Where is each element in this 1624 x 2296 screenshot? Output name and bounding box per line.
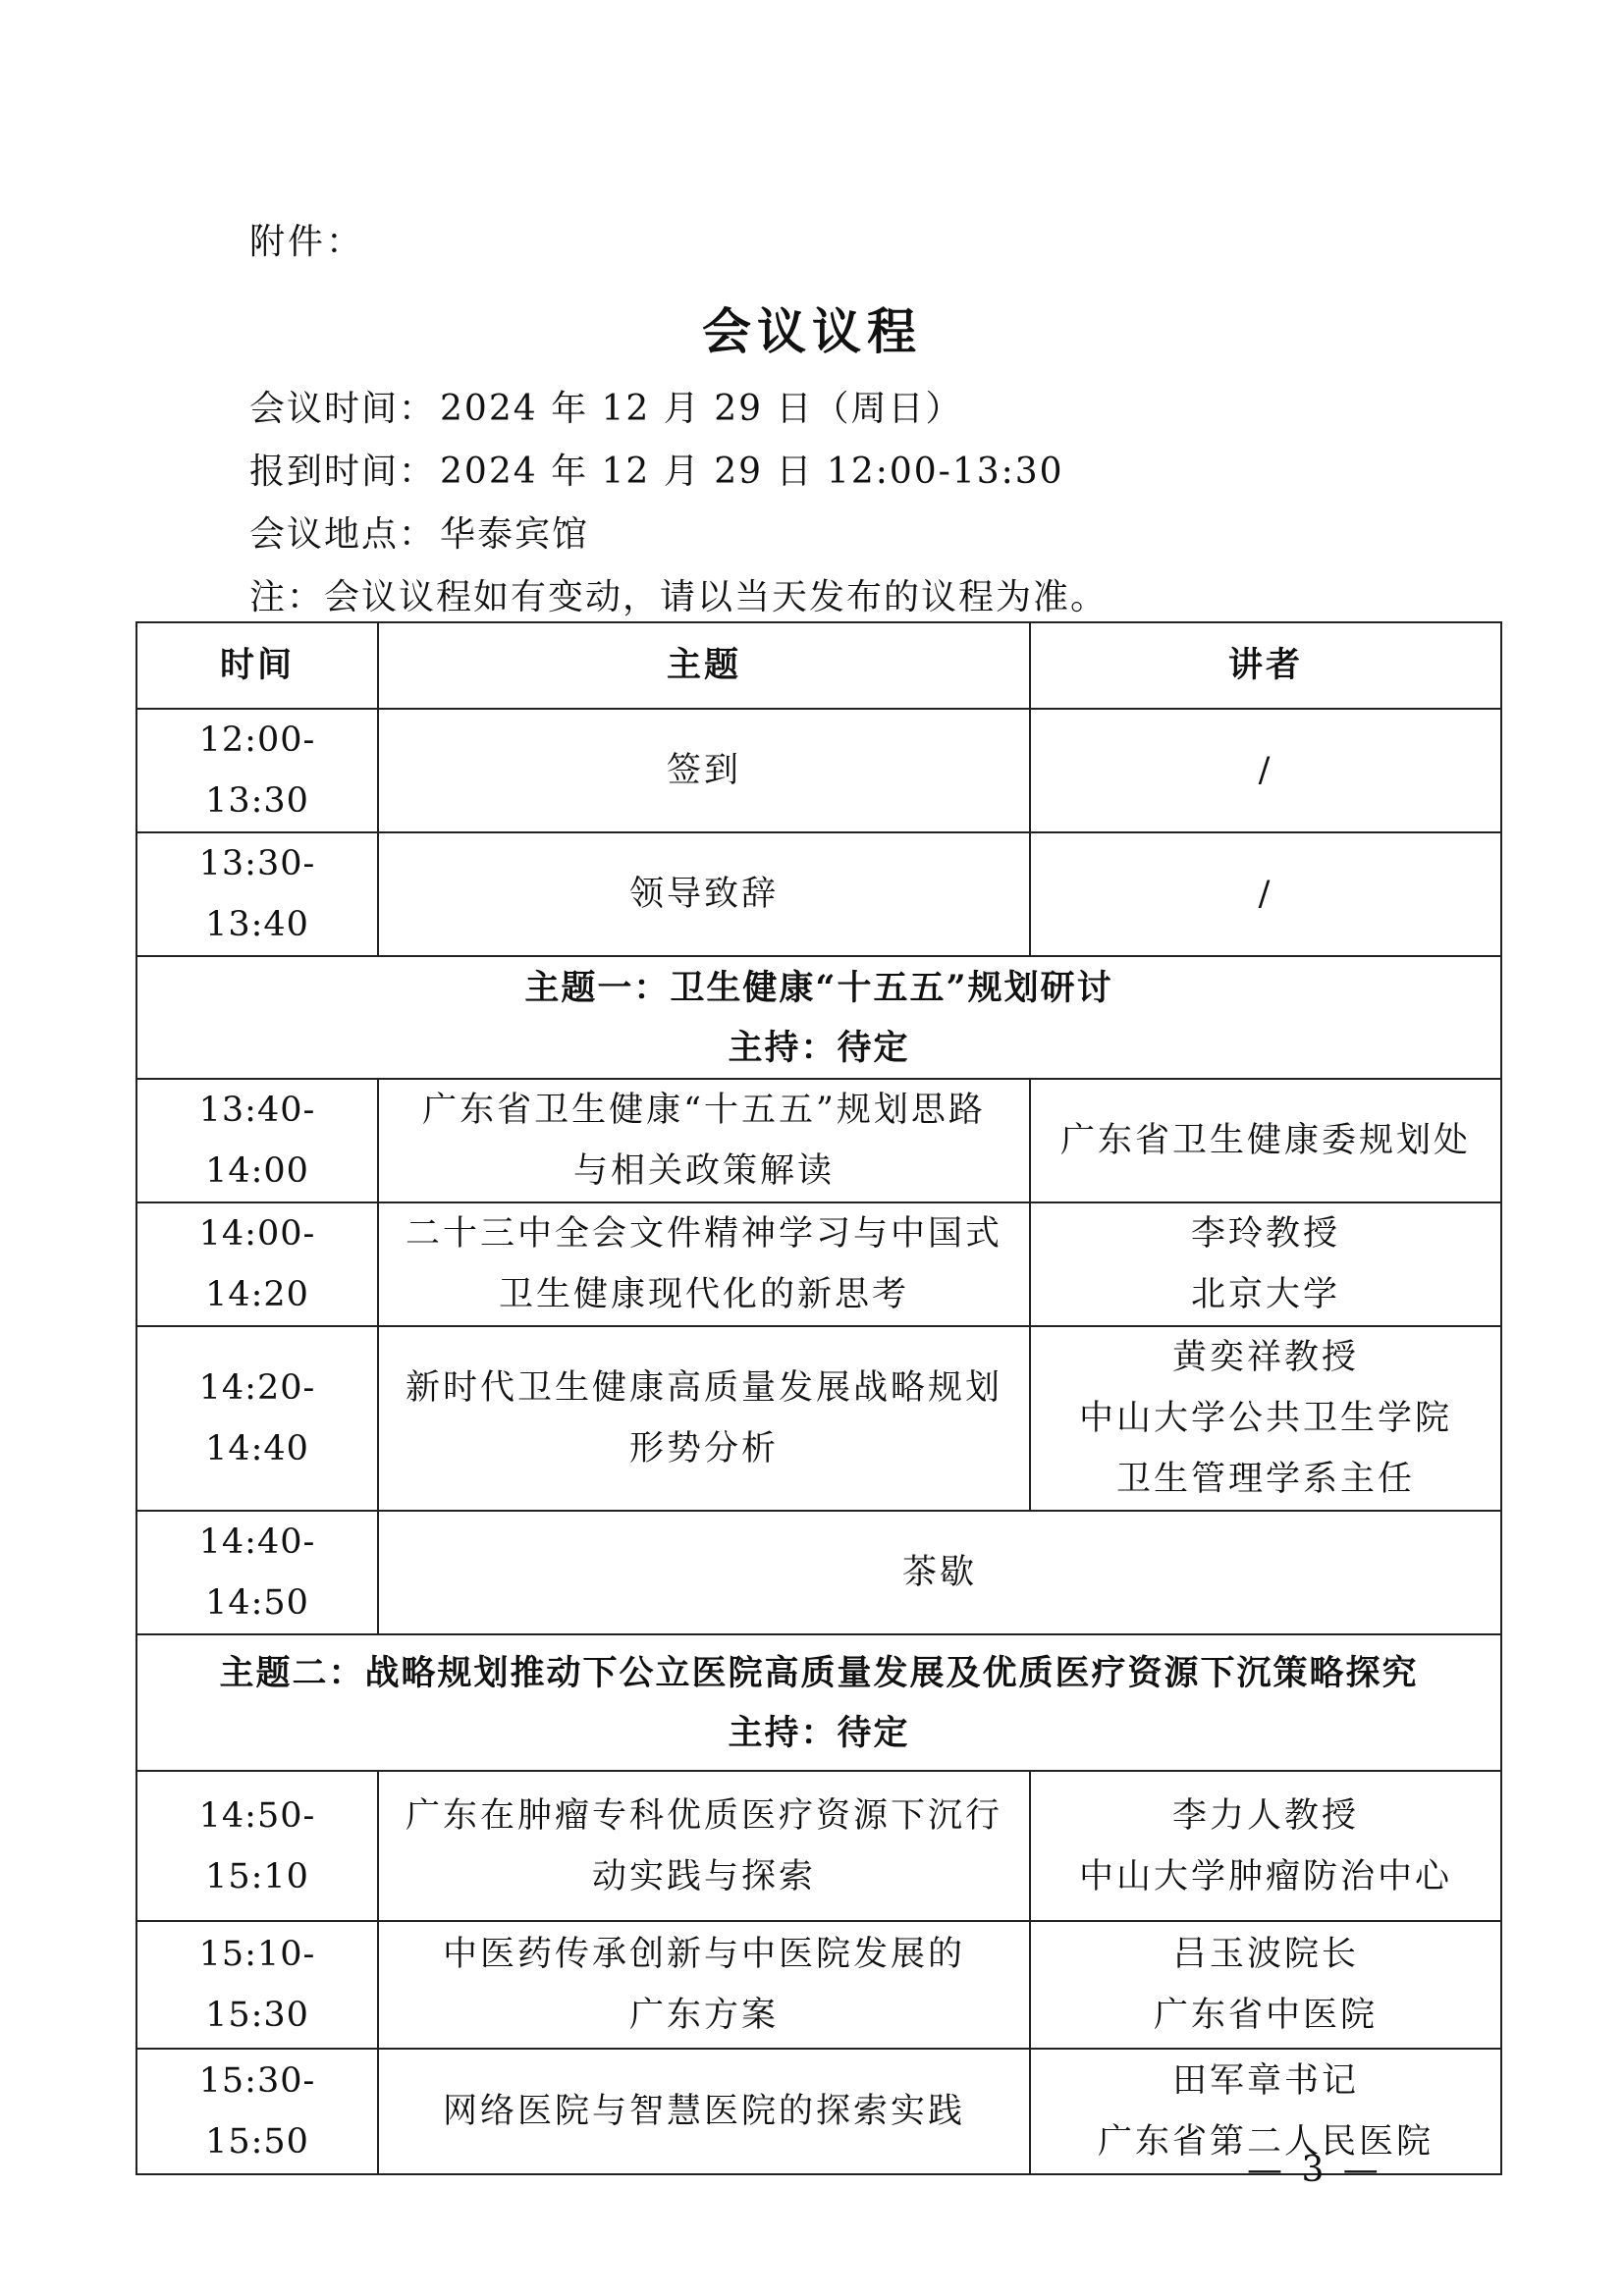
topic-line: 二十三中全会文件精神学习与中国式 (405, 1214, 1002, 1254)
table-header-row (136, 622, 1501, 709)
speaker-line: / (1258, 875, 1273, 914)
row-speaker (1030, 1771, 1501, 1921)
table-row-break (136, 1511, 1501, 1634)
row-topic (378, 1921, 1030, 2049)
table-row (136, 1921, 1501, 2049)
speaker-line: / (1258, 751, 1273, 790)
row-speaker (1030, 1079, 1501, 1202)
row-time: 12:00-13:30 (136, 709, 378, 832)
topic-line: 广东方案 (628, 1996, 779, 2035)
row-speaker (1030, 709, 1501, 832)
row-time: 13:30-13:40 (136, 832, 378, 956)
speaker-line: 吕玉波院长 (1171, 1935, 1359, 1974)
row-topic (378, 1771, 1030, 1921)
row-topic (378, 709, 1030, 832)
speaker-line: 中山大学公共卫生学院 (1078, 1399, 1452, 1438)
row-time: 14:40-14:50 (136, 1511, 378, 1634)
speaker-line: 李玲教授 (1190, 1214, 1340, 1254)
speaker-line: 广东省卫生健康委规划处 (1059, 1121, 1471, 1160)
location-label: 会议地点： (249, 514, 437, 555)
row-time: 13:40-14:00 (136, 1079, 378, 1202)
section-title: 主题一：卫生健康“十五五”规划研讨 (524, 967, 1113, 1008)
row-speaker (1030, 1202, 1501, 1326)
row-speaker (1030, 1921, 1501, 2049)
location-value: 华泰宾馆 (440, 514, 590, 555)
meeting-time-value: 2024 年 12 月 29 日（周日） (440, 389, 963, 429)
meeting-time-line (249, 381, 962, 431)
page-title: 会议议程 (702, 302, 922, 360)
topic-line: 与相关政策解读 (572, 1151, 835, 1191)
table-row (136, 1771, 1501, 1921)
page-number: — 3 — (1247, 2150, 1382, 2190)
speaker-line: 广东省中医院 (1153, 1996, 1378, 2035)
topic-line: 广东省卫生健康“十五五”规划思路 (422, 1091, 986, 1130)
checkin-time-label: 报到时间： (249, 452, 437, 492)
row-time: 15:10-15:30 (136, 1921, 378, 2049)
table-row (136, 1202, 1501, 1326)
speaker-line: 北京大学 (1190, 1275, 1340, 1314)
speaker-line: 李力人教授 (1171, 1795, 1359, 1836)
row-time: 14:00-14:20 (136, 1202, 378, 1326)
topic-line: 形势分析 (628, 1429, 779, 1468)
row-topic (378, 1202, 1030, 1326)
agenda-table (135, 621, 1502, 2175)
row-time: 14:50-15:10 (136, 1771, 378, 1921)
section-header-row (136, 956, 1501, 1079)
speaker-line: 广东省第二人民医院 (1097, 2122, 1434, 2162)
location-line (249, 507, 589, 557)
speaker-line: 卫生管理学系主任 (1115, 1460, 1415, 1499)
topic-line: 卫生健康现代化的新思考 (498, 1275, 909, 1314)
row-speaker (1030, 1326, 1501, 1511)
section-host: 主持：待定 (728, 1027, 910, 1068)
topic-line: 广东在肿瘤专科优质医疗资源下沉行 (405, 1795, 1002, 1836)
checkin-time-value: 2024 年 12 月 29 日 12:00-13:30 (440, 452, 1064, 492)
speaker-line: 田军章书记 (1171, 2061, 1359, 2101)
topic-line: 领导致辞 (628, 875, 779, 914)
agenda-note: 注：会议议程如有变动，请以当天发布的议程为准。 (249, 577, 1109, 617)
table-row (136, 1326, 1501, 1511)
attachment-label: 附件： (249, 222, 365, 262)
row-speaker (1030, 832, 1501, 956)
speaker-line: 黄奕祥教授 (1171, 1338, 1359, 1377)
checkin-time-line (249, 444, 1064, 494)
section-header (136, 1634, 1501, 1771)
header-speaker: 讲者 (1030, 622, 1501, 709)
speaker-line: 中山大学肿瘤防治中心 (1078, 1856, 1452, 1896)
header-time: 时间 (136, 622, 378, 709)
topic-line: 网络医院与智慧医院的探索实践 (442, 2092, 965, 2131)
table-row (136, 709, 1501, 832)
row-time: 14:20-14:40 (136, 1326, 378, 1511)
section-header-row (136, 1634, 1501, 1771)
row-topic (378, 1326, 1030, 1511)
row-topic (378, 1079, 1030, 1202)
table-row (136, 1079, 1501, 1202)
topic-line: 中医药传承创新与中医院发展的 (442, 1935, 965, 1974)
section-header (136, 956, 1501, 1079)
row-topic (378, 832, 1030, 956)
section-host: 主持：待定 (728, 1712, 910, 1753)
meeting-time-label: 会议时间： (249, 389, 437, 429)
topic-line: 动实践与探索 (591, 1856, 816, 1896)
row-time: 15:30-15:50 (136, 2049, 378, 2174)
row-topic (378, 2049, 1030, 2174)
break-label: 茶歇 (378, 1511, 1501, 1634)
header-topic: 主题 (378, 622, 1030, 709)
topic-line: 新时代卫生健康高质量发展战略规划 (405, 1368, 1002, 1408)
section-title: 主题二：战略规划推动下公立医院高质量发展及优质医疗资源下沉策略探究 (219, 1652, 1419, 1693)
table-row (136, 832, 1501, 956)
topic-line: 签到 (666, 751, 741, 790)
